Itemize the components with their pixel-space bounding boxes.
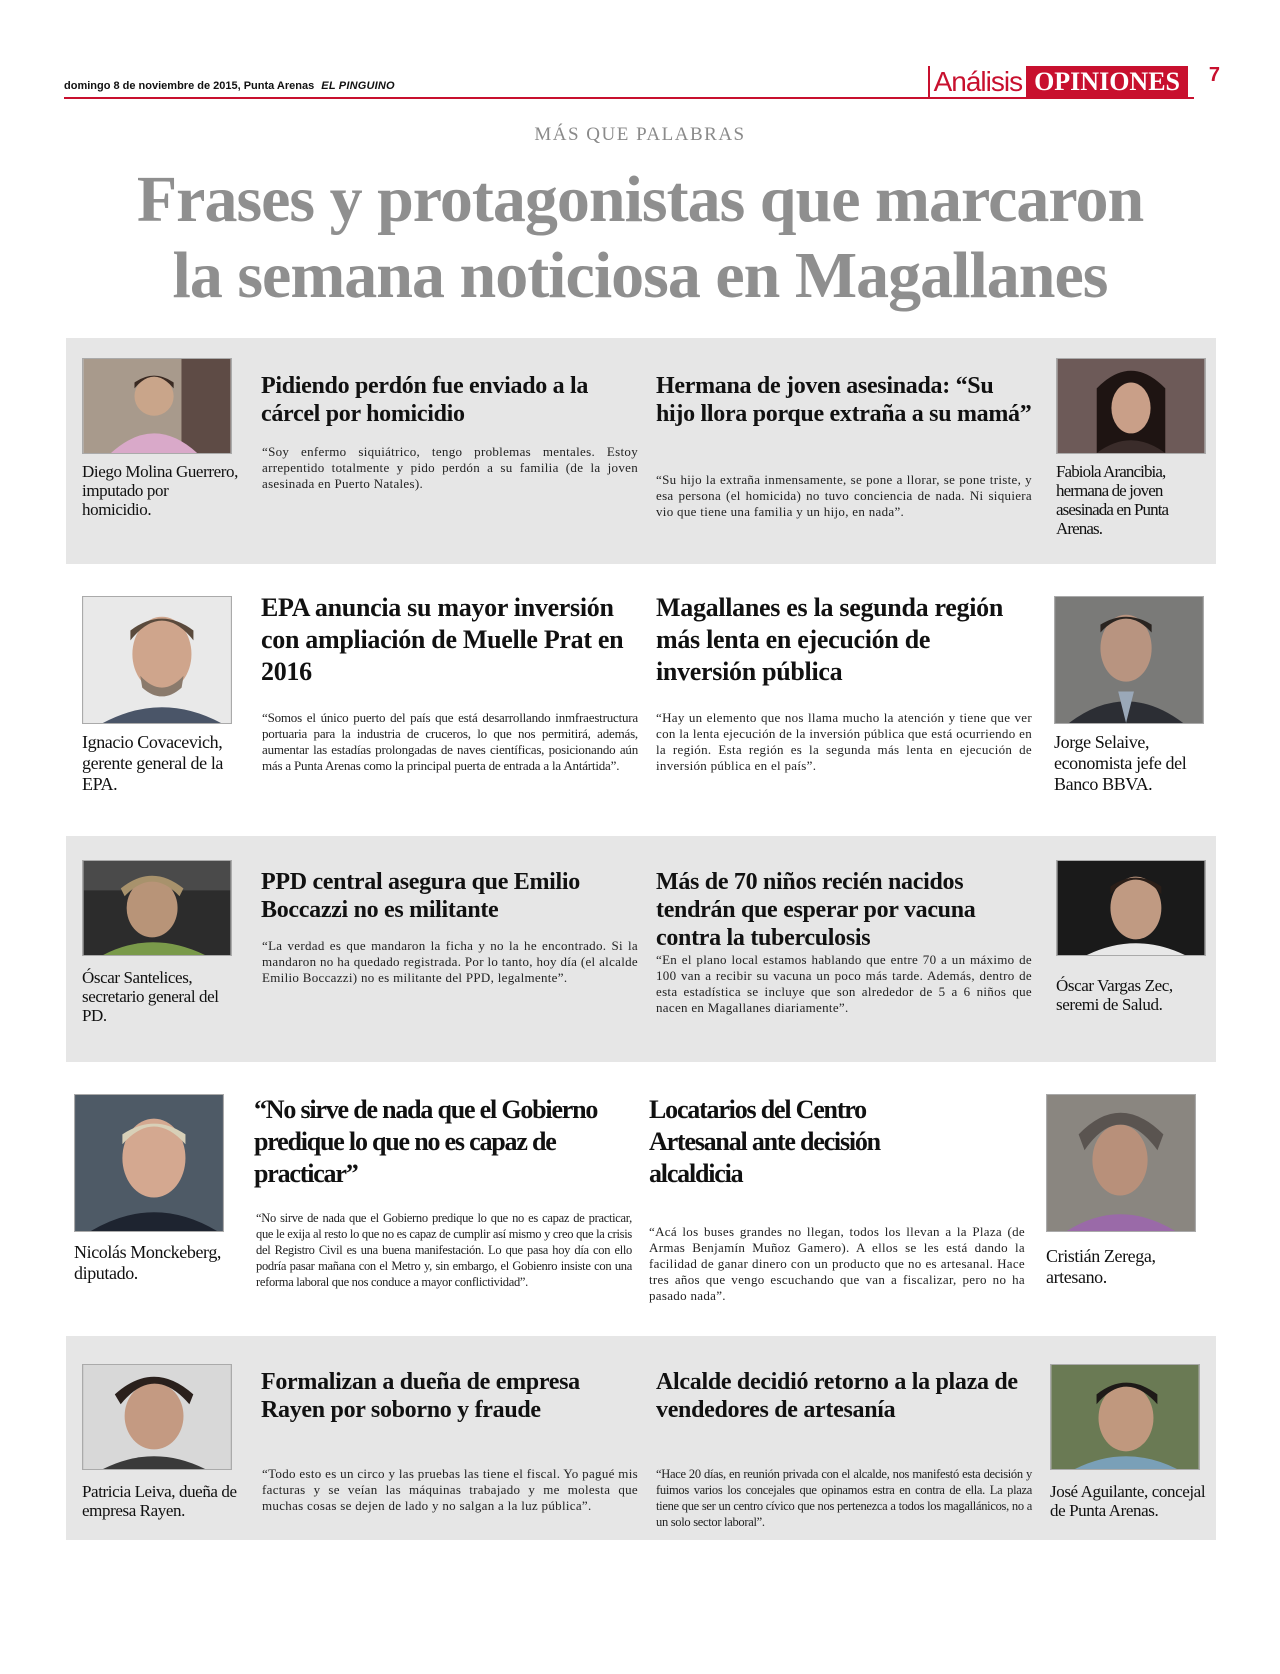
story-quote: “Acá los buses grandes no llegan, todos los llevan a la Plaza (de Armas Benjamín Muñoz Gamero). A ellos se les está dando la facilidad de ganar dinero con un producto que no es artesanal. Hace tres años que vengo escuchando que van a fiscalizar, pero no ha pasado nada”. xyxy=(649,1224,1025,1303)
portrait-photo xyxy=(1046,1094,1196,1232)
date-text: domingo 8 de noviembre de 2015, Punta Arenas xyxy=(64,80,315,92)
person-caption: Cristián Zerega, artesano. xyxy=(1046,1246,1156,1287)
news-row-5 xyxy=(66,1336,1216,1540)
page-header xyxy=(64,62,1220,102)
story-title: “No sirve de nada que el Gobierno predique lo que no es capaz de practicar” xyxy=(254,1095,598,1188)
portrait-photo xyxy=(1056,358,1206,454)
page-number: 7 xyxy=(1208,64,1220,86)
portrait-photo xyxy=(1050,1364,1200,1470)
story-title: Pidiendo perdón fue enviado a la cárcel por homicidio xyxy=(261,373,589,427)
section-name: OPINIONES xyxy=(1026,66,1188,98)
story-title: EPA anuncia su mayor inversión con ampliación de Muelle Prat en 2016 xyxy=(261,593,624,686)
story-quote: “En el plano local estamos hablando que entre 70 a un máximo de 100 van a recibir su vacuna un poco más tarde. Además, dentro de esta estadística se incluye que son alrededor de 5 a 6 niños que nacen en Magallanes diariamente”. xyxy=(656,952,1032,1015)
portrait-photo xyxy=(1054,596,1204,724)
person-caption: Patricia Leiva, dueña de empresa Rayen. xyxy=(82,1482,237,1520)
story-title: Locatarios del Centro Artesanal ante decisión alcaldicia xyxy=(649,1095,880,1188)
person-caption: Jorge Selaive, economista jefe del Banco BBVA. xyxy=(1054,732,1187,794)
person-photo-icon xyxy=(1051,1365,1199,1469)
person-photo-icon xyxy=(83,359,231,453)
person-caption: Diego Molina Guerrero, imputado por homicidio. xyxy=(82,462,238,519)
news-row-2 xyxy=(66,588,1216,814)
person-photo-icon xyxy=(83,597,231,723)
headline-line-2: la semana noticiosa en Magallanes xyxy=(172,239,1108,312)
section-tag xyxy=(928,66,1188,98)
story-title: Magallanes es la segunda región más lenta en ejecución de inversión pública xyxy=(656,593,1004,686)
portrait-photo xyxy=(82,860,232,956)
newspaper-logo: EL PINGUINO xyxy=(321,80,395,92)
person-photo-icon xyxy=(1055,597,1203,723)
story-quote: “No sirve de nada que el Gobierno predique lo que no es capaz de practicar, que le exija al resto lo que no es capaz de cumplir así mismo y creo que la crisis del Registro Civil es una buena manifestación. Lo que pasa hoy día con ello podría pasar mañana con el Metro y, sin embargo, el Gobienro insiste con una reforma laboral que nos conduce a mayor conflictividad”. xyxy=(256,1211,632,1289)
story-quote: “Soy enfermo siquiátrico, tengo problemas mentales. Estoy arrepentido totalmente y pido perdón a su familia (de la joven asesinada en Puerto Natales). xyxy=(262,444,638,491)
person-caption: Nicolás Monckeberg, diputado. xyxy=(74,1242,222,1283)
person-photo-icon xyxy=(1047,1095,1195,1231)
story-quote: “Su hijo la extraña inmensamente, se pone a llorar, se pone triste, y esa persona (el homicida) no tuvo conciencia de nada. Ni siquiera vio que tiene una familia y un hijo, en nada”. xyxy=(656,472,1032,519)
person-caption: Óscar Vargas Zec, seremi de Salud. xyxy=(1056,976,1173,1014)
person-photo-icon xyxy=(1057,861,1205,955)
kicker: MÁS QUE PALABRAS xyxy=(534,124,746,145)
news-row-3 xyxy=(66,836,1216,1062)
person-photo-icon xyxy=(83,1365,231,1469)
header-date-line xyxy=(64,80,395,92)
person-photo-icon xyxy=(1057,359,1205,453)
story-title: Hermana de joven asesinada: “Su hijo llora porque extraña a su mamá” xyxy=(656,373,1032,427)
story-quote: “Hay un elemento que nos llama mucho la atención y tiene que ver con la lenta ejecución de la inversión pública que está ocurriendo en la región. Esta región es la segunda más lenta en ejecución de inversión pública en el país”. xyxy=(656,710,1032,773)
portrait-photo xyxy=(82,596,232,724)
story-title: Más de 70 niños recién nacidos tendrán que esperar por vacuna contra la tuberculosis xyxy=(656,869,976,951)
portrait-photo xyxy=(74,1094,224,1232)
person-photo-icon xyxy=(75,1095,223,1231)
story-title: PPD central asegura que Emilio Boccazzi no es militante xyxy=(261,869,580,923)
story-quote: “Todo esto es un circo y las pruebas las tiene el fiscal. Yo pagué mis facturas y se veían las máquinas trabajado y me molesta que muchas cosas se dejen de lado y no salgan a la luz pública”. xyxy=(262,1466,638,1513)
news-row-1 xyxy=(66,338,1216,564)
person-caption: Óscar Santelices, secretario general del PD. xyxy=(82,968,219,1025)
portrait-photo xyxy=(1056,860,1206,956)
portrait-photo xyxy=(82,1364,232,1470)
person-caption: Fabiola Arancibia, hermana de joven asesinada en Punta Arenas. xyxy=(1056,462,1169,538)
story-title: Formalizan a dueña de empresa Rayen por soborno y fraude xyxy=(261,1369,580,1423)
person-caption: Ignacio Covacevich, gerente general de la EPA. xyxy=(82,732,224,794)
portrait-photo xyxy=(82,358,232,454)
header-rule xyxy=(64,97,1194,99)
story-quote: “La verdad es que mandaron la ficha y no la he encontrado. Si la mandaron no ha quedado registrada. Por lo tanto, hoy día (el alcalde Emilio Boccazzi) no es militante del PPD, legalmente”. xyxy=(262,938,638,985)
person-caption: José Aguilante, concejal de Punta Arenas. xyxy=(1050,1482,1206,1520)
story-quote: “Somos el único puerto del país que está desarrollando inmfraestructura portuaria para la industria de cruceros, lo que nos permitirá, además, aumentar las estadías prolongadas de naves científicas, posicionando aún más a Punta Arenas como la principal puerta de entrada a la Antártida”. xyxy=(262,710,638,773)
person-photo-icon xyxy=(83,861,231,955)
story-quote: “Hace 20 días, en reunión privada con el alcalde, nos manifestó esta decisión y fuimos varios los concejales que opinamos estra en contra de ella. La plaza tiene que ser un centro cívico que nos pertenezca a todos los magallánicos, no a un solo sector laboral”. xyxy=(656,1467,1032,1529)
page-headline xyxy=(0,162,1280,314)
news-row-4 xyxy=(66,1084,1216,1310)
headline-line-1: Frases y protagonistas que marcaron xyxy=(136,163,1144,236)
story-title: Alcalde decidió retorno a la plaza de vendedores de artesanía xyxy=(656,1369,1018,1423)
section-label: Análisis xyxy=(928,66,1026,98)
